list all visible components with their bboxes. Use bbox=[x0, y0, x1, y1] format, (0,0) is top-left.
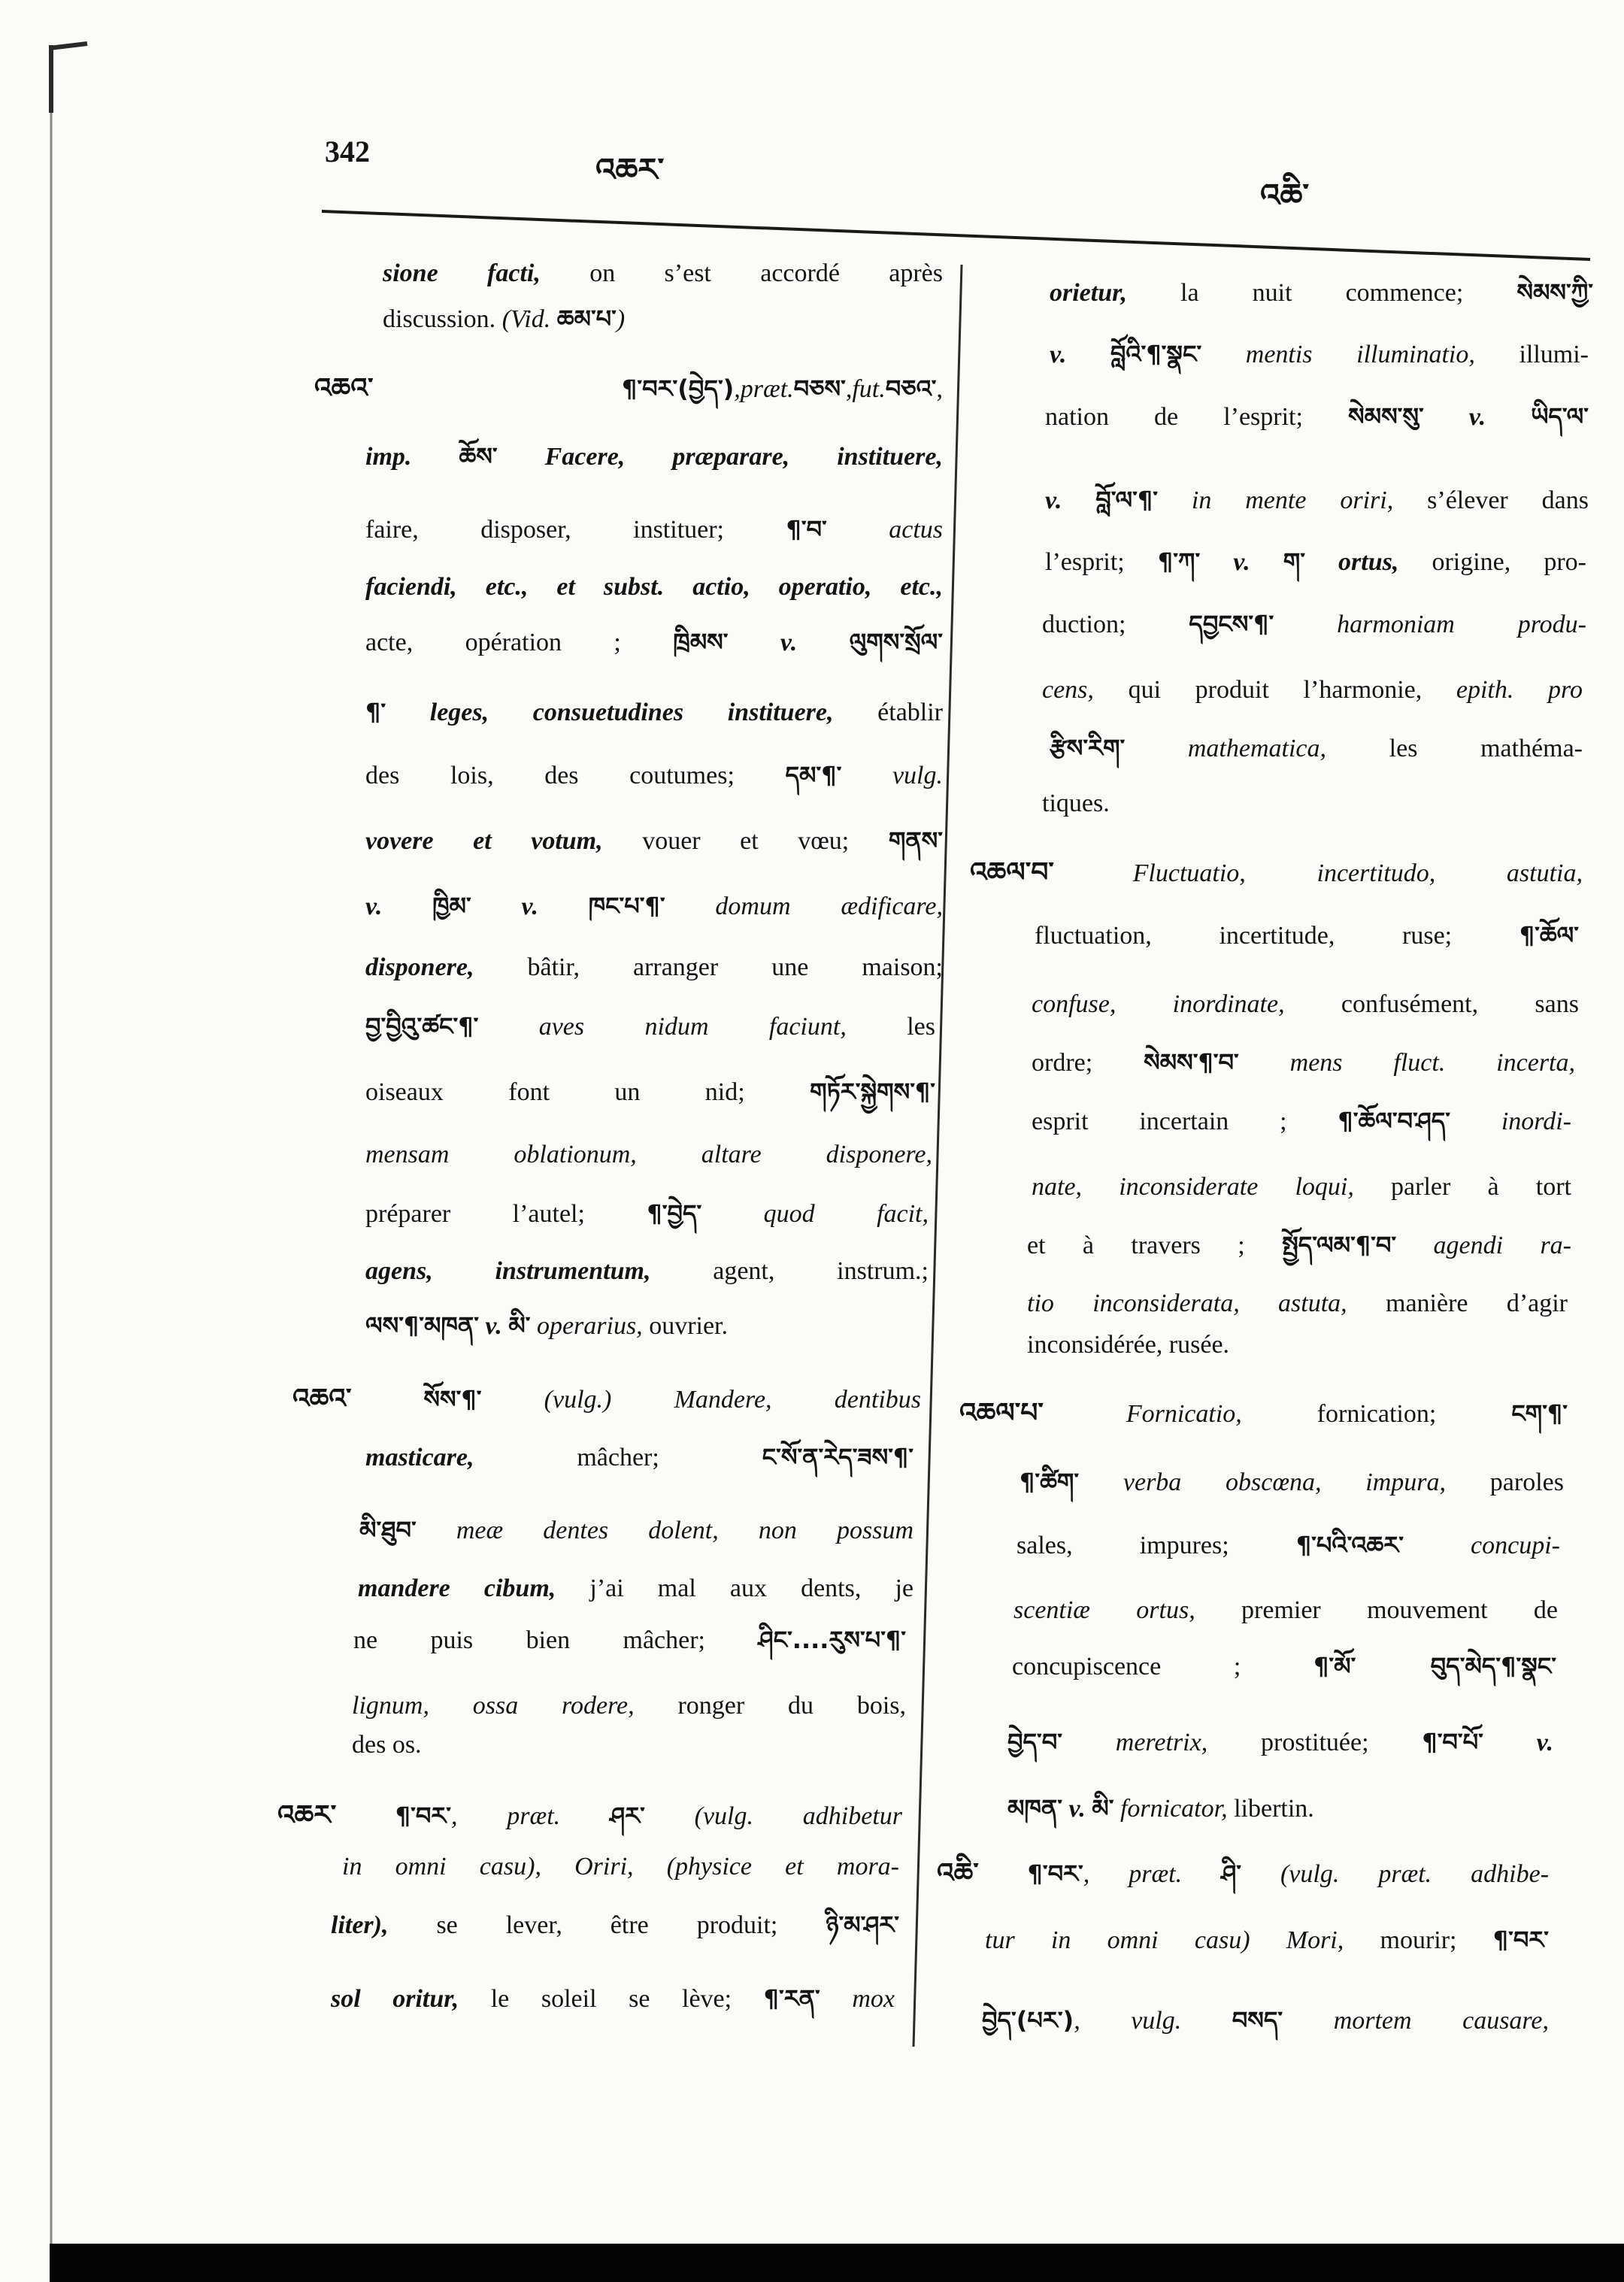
dictionary-line bbox=[1050, 726, 1583, 770]
text-segment: , præt. bbox=[451, 1802, 610, 1830]
text-segment: mandere cibum, bbox=[358, 1574, 556, 1602]
text-segment: concupi- bbox=[1403, 1532, 1560, 1559]
text-segment: des os. bbox=[352, 1731, 422, 1759]
text-segment: concupiscence ; bbox=[1012, 1653, 1314, 1680]
text-segment: tio inconsiderata, astuta, bbox=[1027, 1289, 1347, 1317]
tibetan-text: ཁྱིམ་ bbox=[432, 892, 471, 920]
dictionary-line bbox=[985, 1918, 1549, 1962]
text-segment: scentiæ ortus, bbox=[1013, 1596, 1195, 1624]
text-segment: mox bbox=[820, 1985, 895, 2013]
dictionary-line bbox=[1013, 1589, 1558, 1632]
text-segment: s’élever dans bbox=[1393, 486, 1589, 514]
tibetan-text: བྱ་བྱིའུ་ཚང་¶་ bbox=[365, 1012, 479, 1041]
tibetan-text: མཁན་ bbox=[1007, 1794, 1062, 1823]
text-segment: fornication; bbox=[1241, 1400, 1512, 1428]
text-segment: ) bbox=[616, 305, 626, 333]
text-segment: operarius, bbox=[530, 1312, 643, 1340]
dictionary-line bbox=[1045, 478, 1589, 522]
text-segment: ,præt. bbox=[734, 375, 794, 403]
text-segment: meretrix, bbox=[1062, 1729, 1208, 1756]
dictionary-line bbox=[1042, 602, 1586, 646]
tibetan-text: ལས་¶་མཁན་ bbox=[365, 1311, 479, 1340]
text-segment: confuse, inordinate, bbox=[1032, 990, 1285, 1018]
dictionary-line bbox=[1012, 1644, 1556, 1688]
text-segment: , vulg. bbox=[1074, 2007, 1232, 2035]
tibetan-text: ཤི་ bbox=[1221, 1859, 1242, 1888]
tibetan-text: དམ་¶་ bbox=[785, 761, 842, 789]
tibetan-text: དབྱངས་¶་ bbox=[1189, 610, 1274, 638]
tibetan-text: ¶་མོ་ བུད་མེད་¶་སྣང་ bbox=[1313, 1652, 1556, 1680]
text-segment: manière d’agir bbox=[1347, 1289, 1568, 1317]
dictionary-line bbox=[1042, 782, 1579, 826]
dictionary-line bbox=[937, 1852, 1549, 1896]
text-segment: vulg. bbox=[841, 762, 943, 789]
text-segment: des lois, des coutumes; bbox=[365, 762, 786, 789]
text-segment: in mente oriri, bbox=[1157, 486, 1394, 514]
tibetan-text: བྱེད་བ་ bbox=[1007, 1728, 1062, 1756]
text-segment: établir bbox=[833, 699, 943, 726]
tibetan-text: ཤིང་....རུས་པ་¶་ bbox=[758, 1626, 906, 1654]
text-segment: Fluctuatio, incertitudo, astutia, bbox=[1061, 859, 1583, 887]
text-segment: ,fut. bbox=[845, 375, 886, 403]
tibetan-text: བློའི་¶་སྣང་ bbox=[1110, 340, 1202, 368]
text-segment: duction; bbox=[1042, 611, 1189, 638]
tibetan-text: ཁྲིམས་ bbox=[673, 628, 729, 656]
text-segment: libertin. bbox=[1227, 1795, 1314, 1823]
dictionary-line bbox=[982, 1999, 1549, 2042]
text-segment: imp. bbox=[365, 443, 459, 471]
dictionary-line bbox=[1027, 1323, 1568, 1367]
dictionary-line bbox=[1032, 1165, 1571, 1209]
text-segment: bâtir, arranger une maison; bbox=[474, 953, 943, 981]
text-segment: actus bbox=[826, 516, 943, 544]
dictionary-line bbox=[970, 851, 1583, 895]
tibetan-text: བསད་ bbox=[1232, 2006, 1283, 2035]
dictionary-line bbox=[959, 1392, 1568, 1435]
text-segment: ouvrier. bbox=[642, 1312, 728, 1340]
text-segment: sol oritur, bbox=[331, 1985, 459, 2013]
text-segment: l’esprit; bbox=[1045, 548, 1158, 576]
text-segment: quod facit, bbox=[701, 1200, 929, 1228]
tibetan-text: ¶་བ་པོ་ bbox=[1422, 1728, 1483, 1756]
text-segment: faire, disposer, instituer; bbox=[365, 516, 786, 544]
text-segment: la nuit commence; bbox=[1126, 279, 1517, 307]
text-segment: prostituée; bbox=[1207, 1729, 1423, 1756]
text-segment: agens, instrumentum, bbox=[365, 1257, 651, 1285]
text-segment: masticare, bbox=[365, 1444, 474, 1471]
text-segment: domum ædificare, bbox=[665, 892, 943, 920]
text-segment: in omni casu), Oriri, (physice et mora- bbox=[342, 1853, 899, 1880]
tibetan-text: ¶་ཀ་ bbox=[1157, 547, 1201, 576]
tibetan-text: ལུགས་སྲོལ་ bbox=[849, 628, 943, 656]
tibetan-text: ཁང་པ་¶་ bbox=[588, 892, 665, 920]
text-segment: (vulg.) Mandere, dentibus bbox=[481, 1386, 921, 1414]
text-segment: mens fluct. incerta, bbox=[1238, 1049, 1575, 1077]
dictionary-line bbox=[1045, 540, 1586, 583]
text-segment: v. bbox=[728, 629, 850, 656]
page-number: 342 bbox=[325, 135, 370, 168]
text-segment: v. bbox=[1050, 341, 1110, 368]
tibetan-text: ངག་¶་ bbox=[1511, 1399, 1568, 1428]
text-segment: leges, consuetudines instituere, bbox=[386, 699, 834, 726]
tibetan-text: ¶་རན་ bbox=[763, 1984, 820, 2013]
text-segment: verba obscœna, impura, bbox=[1079, 1468, 1447, 1496]
text-segment: tur in omni casu) Mori, bbox=[985, 1926, 1344, 1954]
text-segment: ne puis bien mâcher; bbox=[353, 1626, 759, 1654]
text-segment: v. bbox=[1483, 1729, 1553, 1756]
text-segment: liter), bbox=[331, 1911, 389, 1939]
dictionary-line bbox=[1050, 332, 1589, 376]
text-segment: mensam oblationum, altare disponere, bbox=[365, 1141, 932, 1168]
tibetan-text: སྤྱོད་ལམ་¶་བ་ bbox=[1282, 1231, 1397, 1259]
text-segment: on s’est accordé après bbox=[540, 259, 943, 287]
dictionary-line bbox=[1007, 1720, 1553, 1764]
text-segment: Facere, præparare, instituere, bbox=[497, 443, 943, 471]
text-segment: parler à tort bbox=[1353, 1173, 1571, 1201]
tibetan-text: ¶་ཆོལ་བ་ཤད་ bbox=[1338, 1107, 1450, 1135]
tibetan-text: ¶་བར་(བྱེད་) bbox=[380, 374, 735, 403]
text-segment: vouer et vœu; bbox=[602, 827, 889, 855]
headword: འཆའ་ bbox=[292, 1383, 352, 1414]
text-segment: discussion. bbox=[383, 305, 502, 333]
dictionary-line bbox=[1020, 1460, 1564, 1504]
left-guide-word: འཆར་ bbox=[595, 151, 665, 188]
headword: འཆར་ bbox=[277, 1800, 337, 1831]
text-segment: , bbox=[936, 375, 943, 403]
text-segment: mâcher; bbox=[474, 1444, 762, 1471]
text-segment: v. bbox=[1200, 548, 1283, 576]
text-segment: cens, bbox=[1042, 676, 1094, 704]
text-segment: agendi ra- bbox=[1396, 1232, 1571, 1259]
dictionary-line bbox=[1017, 1523, 1560, 1567]
text-segment: disponere, bbox=[365, 953, 474, 981]
tibetan-text: བཅས་ bbox=[793, 374, 846, 403]
text-segment: confusément, sans bbox=[1284, 990, 1579, 1018]
dictionary-line bbox=[1027, 1282, 1568, 1326]
text-segment: v. bbox=[365, 892, 433, 920]
dictionary-line bbox=[1007, 1787, 1553, 1830]
tibetan-text: ¶་བར་ bbox=[344, 1802, 451, 1830]
tibetan-text: བློ་ལ་¶་ bbox=[1095, 486, 1158, 514]
text-segment: inconsidérée, rusée. bbox=[1027, 1331, 1230, 1359]
text-segment: nate, inconsiderate loqui, bbox=[1032, 1173, 1354, 1201]
tibetan-text: ¶་བར་ bbox=[986, 1859, 1083, 1888]
tibetan-text: གནས་ bbox=[888, 826, 943, 855]
text-segment: mortem causare, bbox=[1283, 2007, 1549, 2035]
tibetan-text: རྩིས་རིག་ bbox=[1050, 734, 1126, 762]
text-segment: mathematica, bbox=[1125, 735, 1327, 762]
text-segment: nation de l’esprit; bbox=[1045, 403, 1349, 431]
tibetan-text: ཤར་ bbox=[609, 1802, 645, 1830]
text-segment: mourir; bbox=[1344, 1926, 1493, 1954]
tibetan-text: ཆོས་ bbox=[459, 442, 498, 471]
text-segment: le soleil se lève; bbox=[459, 1985, 764, 2013]
tibetan-text: ¶་ཆོལ་ bbox=[1519, 921, 1579, 950]
text-segment: esprit incertain ; bbox=[1032, 1108, 1338, 1135]
text-segment: préparer l’autel; bbox=[365, 1200, 647, 1228]
tibetan-text: ¶་པའི་འཆར་ bbox=[1295, 1531, 1404, 1559]
tibetan-text: ¶་ bbox=[365, 698, 386, 726]
text-segment: et à travers ; bbox=[1027, 1232, 1283, 1259]
text-segment: Fornicatio, bbox=[1050, 1400, 1242, 1428]
text-segment: v. bbox=[1423, 403, 1532, 431]
dictionary-line bbox=[1050, 271, 1593, 314]
text-segment: fluctuation, incertitude, ruse; bbox=[1035, 922, 1519, 950]
tibetan-text: བཅའ་ bbox=[885, 374, 937, 403]
tibetan-text: མི་ཐུབ་ bbox=[359, 1516, 417, 1544]
text-segment: agent, instrum.; bbox=[650, 1257, 929, 1285]
headword: འཆལ་བ་ bbox=[970, 857, 1054, 888]
text-segment: ortus, bbox=[1304, 548, 1399, 576]
text-segment: meæ dentes dolent, non possum bbox=[416, 1517, 914, 1544]
headword: འཆའ་ bbox=[314, 373, 374, 404]
tibetan-text: སེམས་¶་བ་ bbox=[1144, 1048, 1239, 1077]
text-segment: acte, opération ; bbox=[365, 629, 674, 656]
text-segment: aves nidum faciunt, bbox=[478, 1013, 847, 1041]
text-segment: qui produit l’harmonie, bbox=[1093, 676, 1456, 704]
text-segment: (vulg. præt. adhibe- bbox=[1241, 1860, 1549, 1888]
tibetan-text: ག་ bbox=[1283, 547, 1305, 576]
tibetan-text: ཆམ་པ་ bbox=[556, 305, 617, 333]
tibetan-text: མི་ bbox=[508, 1311, 531, 1340]
text-segment: oiseaux font un nid; bbox=[365, 1078, 810, 1106]
tibetan-text: སེམས་ཀྱི་ bbox=[1516, 278, 1593, 307]
text-segment: sales, impures; bbox=[1017, 1532, 1296, 1559]
right-guide-word: འཆི་ bbox=[1260, 177, 1310, 214]
tibetan-text: ཡིད་ལ་ bbox=[1531, 402, 1589, 431]
text-segment: j’ai mal aux dents, je bbox=[556, 1574, 914, 1602]
dictionary-line bbox=[1045, 395, 1589, 438]
tibetan-text: གཏོར་སྐྱེགས་¶་ bbox=[810, 1077, 935, 1106]
text-segment: se lever, être produit; bbox=[388, 1911, 826, 1939]
text-segment: v. bbox=[478, 1312, 509, 1340]
text-segment: tiques. bbox=[1042, 789, 1110, 817]
tibetan-text: སོས་¶་ bbox=[359, 1385, 482, 1414]
tibetan-text: ¶་བར་ bbox=[1492, 1926, 1549, 1954]
tibetan-text: ཉི་མ་ཤར་ bbox=[826, 1911, 899, 1939]
text-segment: v. bbox=[471, 892, 589, 920]
text-segment: les mathéma- bbox=[1326, 735, 1583, 762]
tibetan-text: ¶་བྱེད་ bbox=[647, 1199, 702, 1228]
text-segment: , præt. bbox=[1083, 1860, 1222, 1888]
text-segment: paroles bbox=[1446, 1468, 1564, 1496]
dictionary-line bbox=[1042, 668, 1583, 712]
text-segment: origine, pro- bbox=[1398, 548, 1586, 576]
text-segment: les bbox=[846, 1013, 935, 1041]
text-segment: ronger du bois, bbox=[634, 1692, 906, 1720]
tibetan-text: ¶་ཚིག་ bbox=[1020, 1468, 1080, 1496]
text-segment: epith. pro bbox=[1456, 676, 1583, 704]
text-segment: (vulg. adhibetur bbox=[644, 1802, 902, 1830]
text-segment: mentis illuminatio, bbox=[1201, 341, 1475, 368]
text-segment: (Vid. bbox=[501, 305, 557, 333]
tibetan-text: མི་ bbox=[1092, 1794, 1114, 1823]
text-segment: fornicator, bbox=[1113, 1795, 1228, 1823]
text-segment: orietur, bbox=[1050, 279, 1127, 307]
tibetan-text: བྱེད་(པར་) bbox=[982, 2006, 1074, 2035]
text-segment: lignum, ossa rodere, bbox=[352, 1692, 635, 1720]
dictionary-line bbox=[1032, 983, 1579, 1026]
dictionary-line bbox=[1035, 914, 1579, 957]
dictionary-line bbox=[1032, 1041, 1575, 1084]
text-segment: sione facti, bbox=[383, 259, 541, 287]
text-segment: illumi- bbox=[1474, 341, 1589, 368]
tibetan-text: ¶་བ་ bbox=[786, 515, 827, 544]
dictionary-line bbox=[1032, 1099, 1571, 1143]
text-segment: faciendi, etc., et subst. actio, operatio, etc., bbox=[365, 573, 943, 601]
text-segment: v. bbox=[1045, 486, 1096, 514]
tibetan-text: སེམས་སུ་ bbox=[1348, 402, 1424, 431]
text-segment: vovere et votum, bbox=[365, 827, 603, 855]
text-segment: ordre; bbox=[1032, 1049, 1144, 1077]
text-segment: premier mouvement de bbox=[1195, 1596, 1558, 1624]
text-segment: inordi- bbox=[1450, 1108, 1571, 1135]
text-segment: harmoniam produ- bbox=[1274, 611, 1586, 638]
headword: འཆི་ bbox=[937, 1858, 979, 1889]
headword: འཆལ་པ་ bbox=[959, 1398, 1044, 1429]
dictionary-line bbox=[1027, 1223, 1571, 1267]
scan-bottom-bar bbox=[50, 2244, 1624, 2282]
text-segment: v. bbox=[1062, 1795, 1092, 1823]
tibetan-text: ང་སོ་ན་རེད་ཟས་¶་ bbox=[762, 1443, 914, 1471]
